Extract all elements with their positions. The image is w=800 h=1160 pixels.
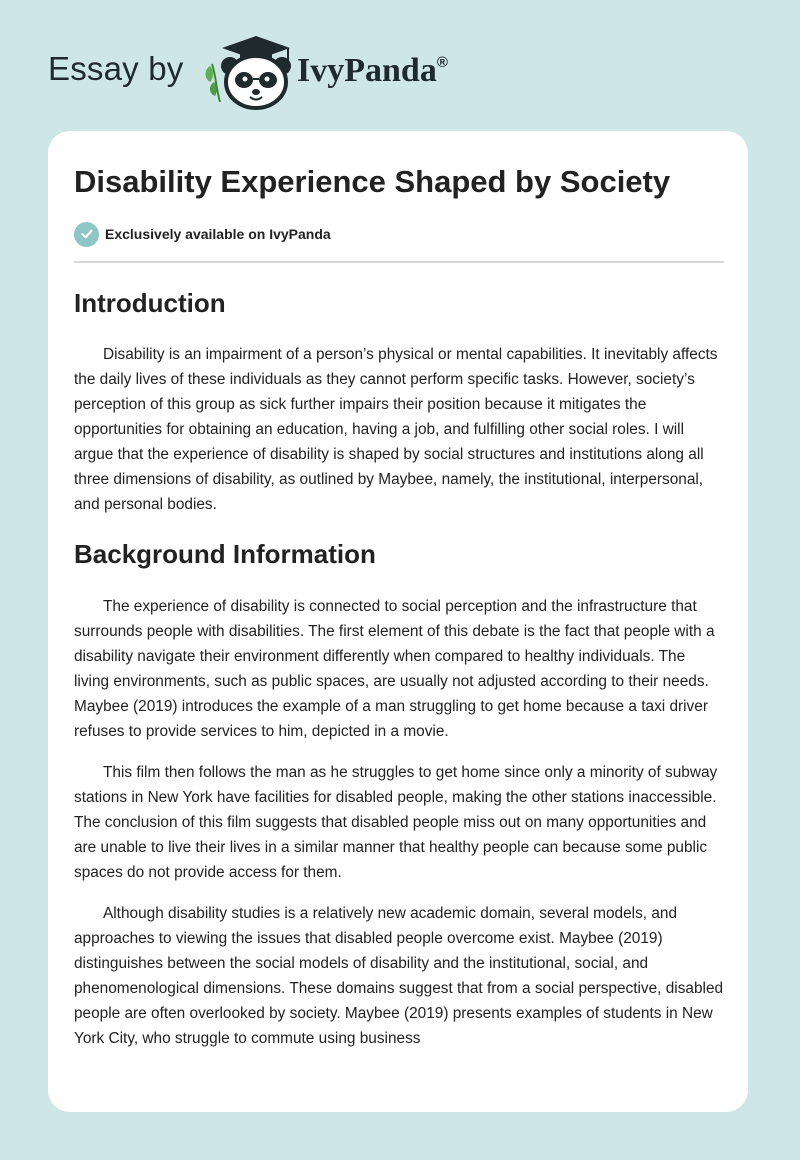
site-header: [0, 0, 800, 130]
essay-title: Disability Experience Shaped by Society: [74, 164, 671, 199]
paragraph: The experience of disability is connected to social perception and the infrastructure that surrounds people with disabilities. The first element of this debate is the fact that people with a disability navigate their environment differently when compared to healthy individuals. The living environments, such as public spaces, are usually not adjusted according to their needs. Maybee (2019) introduces the example of a man struggling to get home because a taxi driver refuses to provide services to him, depicted in a movie.: [74, 598, 715, 740]
check-icon: [74, 222, 99, 247]
essay-card: [48, 131, 748, 1112]
exclusive-badge: [74, 221, 331, 247]
panda-mascot-icon: [200, 36, 300, 110]
paragraph: Although disability studies is a relatively new academic domain, several models, and approaches to viewing the issues that disabled people overcome exist. Maybee (2019) distinguishes between the social models of disability and the institutional, social, and phenomenological dimensions. These domains suggest that from a social perspective, disabled people are often overlooked by society. Maybee (2019) presents examples of students in New York City, who struggle to commute using business: [74, 905, 724, 1047]
essay-by-label: Essay by: [48, 50, 184, 87]
brand-text: IvyPanda: [297, 52, 437, 89]
brand-name[interactable]: [297, 52, 448, 90]
title-divider: [74, 261, 724, 263]
exclusive-badge-label: Exclusively available on IvyPanda: [105, 226, 331, 242]
paragraph: Disability is an impairment of a person’s physical or mental capabilities. It inevitably affects the daily lives of these individuals as they cannot perform specific tasks. However, society’s perception of this group as sick further impairs their position because it mitigates the opportunities for obtaining an education, having a job, and fulfilling other social roles. I will argue that the experience of disability is shaped by social structures and institutions along all three dimensions of disability, as outlined by Maybee, namely, the institutional, interpersonal, and personal bodies.: [74, 346, 718, 513]
ivypanda-logo[interactable]: [200, 36, 300, 110]
essay-content: [74, 280, 724, 1051]
paragraph: This film then follows the man as he struggles to get home since only a minority of subway stations in New York have facilities for disabled people, making the other stations inaccessible. The conclusion of this film suggests that disabled people miss out on many opportunities and are unable to live their lives in a similar manner that healthy people can because some public spaces do not provide access for them.: [74, 764, 718, 881]
registered-mark: ®: [436, 54, 448, 71]
section-heading-introduction: Introduction: [74, 288, 226, 318]
section-heading-background: Background Information: [74, 539, 376, 569]
